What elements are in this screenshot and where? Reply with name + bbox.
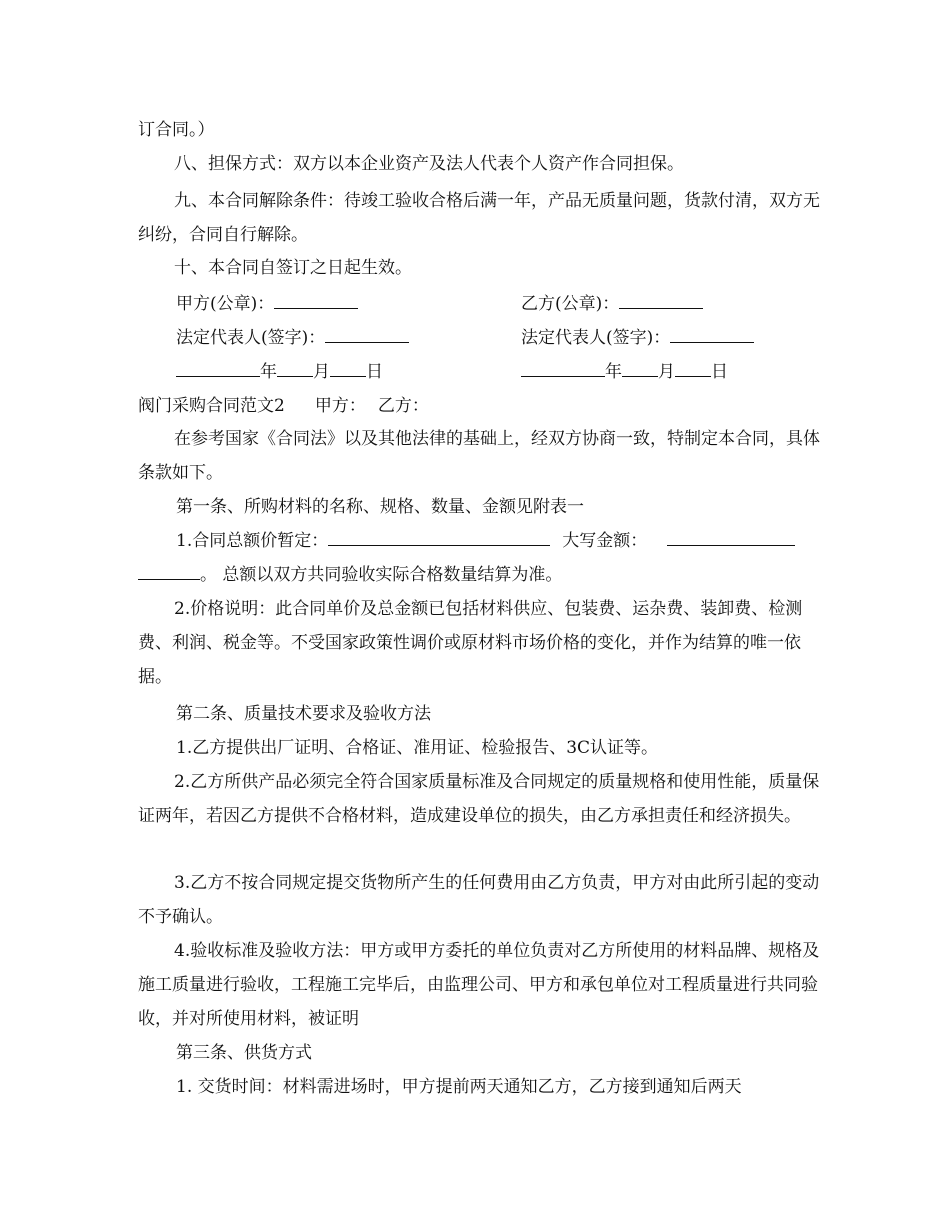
blank-line [670,322,754,343]
article-2-item-2: 2.乙方所供产品必须完全符合国家质量标准及合同规定的质量规格和使用性能，质量保证两年，若因乙方提供不合格材料，造成建设单位的损失，由乙方承担责任和经济损失。 [138,772,820,826]
sig-party-b-date: 年 月 日 [521,355,728,389]
contract-2-heading [138,389,429,423]
article-3-heading: 第三条、供货方式 [176,1043,312,1063]
amount-blank [328,525,550,546]
party-a-label: 甲方： [314,396,366,416]
article-2-item-3: 3.乙方不按合同规定提交货物所产生的任何费用由乙方负责，甲方对由此所引起的变动不予确认。 [138,873,820,927]
amount-words-blank [667,525,795,546]
article-2-heading: 第二条、质量技术要求及验收方法 [176,704,431,724]
clause-8: 八、担保方式：双方以本企业资产及法人代表个人资产作合同担保。 [174,154,684,174]
blank-line [619,288,703,309]
party-b-label: 乙方： [377,396,429,416]
contract-2-title: 阀门采购合同范文2 [138,396,285,416]
sig-party-a-rep: 法定代表人(签字)： [176,321,409,355]
article-2-item-1: 1.乙方提供出厂证明、合格证、准用证、检验报告、3C认证等。 [176,738,659,758]
sig-party-b-rep: 法定代表人(签字)： [521,321,754,355]
sig-party-a-date: 年 月 日 [176,355,383,389]
article-1-item-1-cont: 。 总额以双方共同验收实际合格数量结算为准。 [138,558,562,592]
blank-line [274,288,358,309]
preamble: 在参考国家《合同法》以及其他法律的基础上，经双方协商一致，特制定本合同，具体条款如下。 [138,429,820,483]
clause-9: 九、本合同解除条件：待竣工验收合格后满一年，产品无质量问题，货款付清，双方无纠纷，合同自行解除。 [138,191,820,245]
article-2-item-4: 4.验收标准及验收方法：甲方或甲方委托的单位负责对乙方所使用的材料品牌、规格及施工质量进行验收，工程施工完毕后，由监理公司、甲方和承包单位对工程质量进行共同验收，并对所使用材料，被证明 [138,941,820,1029]
blank-line [325,322,409,343]
article-1-heading: 第一条、所购材料的名称、规格、数量、金额见附表一 [176,497,584,517]
article-3-item-1: 1. 交货时间：材料需进场时，甲方提前两天通知乙方，乙方接到通知后两天 [176,1077,742,1097]
sig-party-b-seal: 乙方(公章)： [521,287,703,321]
article-1-item-1: 1.合同总额价暂定： 大写金额： [176,524,795,558]
text-line: 订合同。） [138,120,215,140]
article-1-item-2: 2.价格说明：此合同单价及总金额已包括材料供应、包装费、运杂费、装卸费、检测费、利润、税金等。不受国家政策性调价或原材料市场价格的变化，并作为结算的唯一依据。 [138,599,803,687]
sig-party-a-seal: 甲方(公章)： [176,287,358,321]
clause-10: 十、本合同自签订之日起生效。 [174,258,412,278]
